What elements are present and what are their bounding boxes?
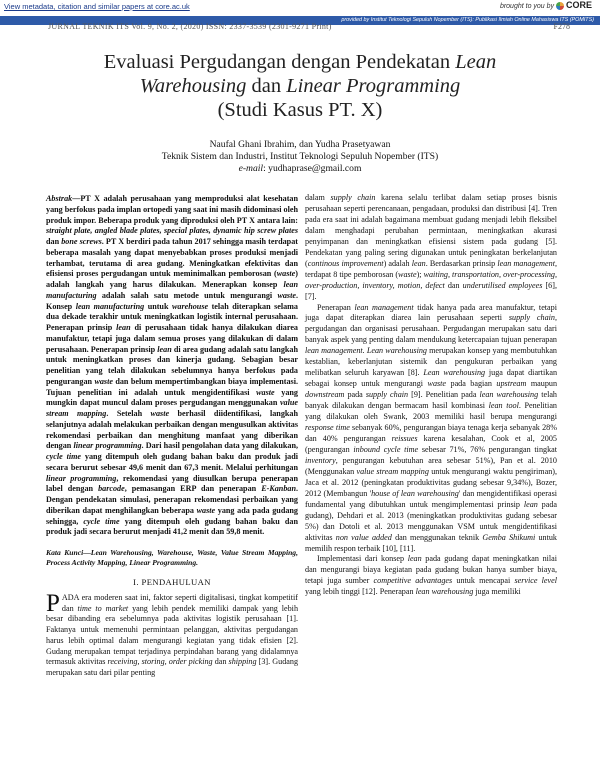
author-email: e-mail: yudhaprase@gmail.com xyxy=(238,163,362,174)
keywords: Kata Kunci—Lean Warehousing, Warehouse, Waste, Value Stream Mapping, Process Activity Mapping, Linear Programming. xyxy=(46,548,298,567)
journal-header: JURNAL TEKNIK ITS Vol. 9, No. 2, (2020) ISSN: 2337-3539 (2301-9271 Print) xyxy=(48,22,332,31)
abstract: Abstrak—PT X adalah perusahaan yang memproduksi alat kesehatan yang berfokus pada implan ortopedi yang saat ini masih didominasi oleh produk impor. Beberapa produk yang diproduksi oleh PT X antara lain: straight plate, angled blade plates, special plates, dynamic hip screw plates dan bone screws. PT X berdiri pada tahun 2017 sehingga masih terdapat beberapa masalah yang dapat menyebabkan proses produksi menjadi terhambat, terutama di area gudang. Meningkatkan efektivitas dan efisiensi proses pergudangan untuk meminimalkan pemborosan (waste) adalah langkah yang harus dilakukan. Menerapkan konsep lean manufacturing adalah salah satu metode untuk mengurangi waste. Konsep lean manufacturing untuk warehouse telah diterapkan selama dua dekade terakhir untuk meningkatkan logistik internal perusahaan. Penerapan prinsip lean di perusahaan tidak hanya dilakukan diarea manufaktur, tetapi juga dalam semua proses yang dilakukan di dalam perusahaan. Penerapan prinsip lean di area gudang adalah satu langkah untuk meningkatkan proses dan kinerja gudang. Sebagian besar penelitian yang telah dilakukan sebelumnya hanya berfokus pada pengurangan waste dan belum mempertimbangkan biaya implementasi. Tujuan penelitian ini adalah untuk mengidentifikasi waste yang mungkin dapat muncul dalam proses pergudangan menggunakan value stream mapping. Setelah waste berhasil diidentifikasi, langkah selanjutnya adalah melakukan perbaikan dengan mengusulkan aktivitas rekomendasi perbaikan dan menghitung manfaat yang diberikan dengan linear programming. Dari hasil pengolahan data yang dilakukan, cycle time yang ditempuh oleh gudang bahan baku dan produk jadi secara berurut sebesar 49,6 menit dan 67,3 menit. Melalui perhitungan linear programming, rekomendasi yang diusulkan berupa penerapan label dengan barcode, pemasangan ERP dan penerapan E-Kanban. Dengan pendekatan simulasi, penerapan rekomendasi perbaikan yang diberikan dapat menghilangkan beberapa waste yang ada pada gudang sehingga, cycle time yang ditempuh oleh gudang bahan baku dan produk jadi secara berurut menjadi 41,2 menit dan 59,8 menit. xyxy=(46,194,299,537)
core-logo-text: CORE xyxy=(565,0,592,10)
core-brand[interactable] xyxy=(500,0,592,10)
core-banner xyxy=(0,0,600,16)
brought-by-label: brought to you by xyxy=(499,3,555,10)
body-paragraph-2: Penerapan lean management tidak hanya pada area manufaktur, tetapi juga dapat diterapkan diarea lain perusahaan seperti supply chain, pergudangan dan organisasi perusahaan. Pergudangan merupakan satu dari banyak aspek yang penting dalam mendukung ketercapaian tujuan penerapan lean management. Lean warehousing merupakan konsep yang membutuhkan kestablian, keberlanjutan sistemik dan pengukuran perbaikan yang melibatkan seluruh karyawan [8]. Lean warehousing juga dapat diartikan sebagai konsep untuk mengurangi waste pada bagian upstream maupun downstream pada supply chain [9]. Penelitian pada lean warehousing telah banyak dilakukan dengan bermacam hasil kombinasi lean tool. Penelitian yang dilakukan oleh Swank, 2003 memiliki hasil berupa mengurangi response time sebanyak 60%, pengurangan biaya tenaga kerja sebanyak 28% dan 40% pengurangan reissues karena kesalahan, Cook et al, 2005 (pengurangan inbound cycle time sebesar 71%, 76% pengurangan tingkat inventory, pengurangan kebutuhan area sebesar 51%), Pan et al. 2010 (Menggunakan value stream mapping untuk mengurangi waktu pengiriman), Jaca et al. 2012 (peningkatan produktivitas gudang sebesar 9,34%), Bozer, 2012 (Membangun 'house of lean warehousing' dan mengidentifikasi operasi fundamental yang dibutuhkan untuk mengimplementasi prinsip lean pada gudang), Dehdari et al. 2013 (meningkatkan produktivitas gudang sebesar 5%) dan Dotoli et al. 2013 menggunakan VSM untuk mengidentifikasi aktivitas non value added dan menggunakan teknik Gemba Shikumi untuk memilih respon terbaik [10], [11]. xyxy=(305,302,558,553)
drop-cap: P xyxy=(46,589,60,617)
left-column xyxy=(46,194,298,679)
right-column xyxy=(305,193,557,598)
provider-text[interactable]: provided by Institut Teknologi Sepuluh Nopember (ITS): Publikasi Ilmiah Online Mahasiswa ITS (POMITS) xyxy=(341,17,594,23)
body-paragraph-1: dalam supply chain karena selalu terlibat dalam setiap proses bisnis perusahaan seperti perencanaan, pengadaan, produksi dan distribusi [4]. Tren pada era saat ini adalah bagaimana membuat gudang menjadi lebih fleksibel dalam menghadapi perubahan permintaan, meningkatkan akurasi penyimpanan dan meningkatkan efisiensi sistem pada gudang [5]. Pendekatan yang paling sering digunakan untuk peningkatan berkelanjutan (continous improvement) adalah lean. Berdasarkan prinsip lean management, terdapat 8 tipe pemborosan (waste); waiting, transportation, over-processing, over-production, inventory, motion, defect dan underutilised employees [6], [7]. xyxy=(305,193,558,301)
author-names: Naufal Ghani Ibrahim, dan Yudha Prasetyawan xyxy=(209,139,391,150)
core-metadata-link[interactable]: View metadata, citation and similar papers at core.ac.uk xyxy=(4,2,190,11)
author-block xyxy=(40,139,560,175)
author-affiliation: Teknik Sistem dan Industri, Institut Teknologi Sepuluh Nopember (ITS) xyxy=(161,151,439,162)
section-heading: I. PENDAHULUAN xyxy=(133,577,211,588)
intro-paragraph: PADA era moderen saat ini, faktor seperti digitalisasi, tingkat kompetitif dan time to market yang lebih pendek memiliki dampak yang lebih besar dibanding era sebelumnya pada aktivitas logistik perusahaan [1]. Faktanya untuk memenuhi permintaan pelanggan, aktivitas pergudangan harus lebih optimal dalam mengurangi kegiatan yang tidak efisien [2]. Gudang merupakan tempat terjadinya perpindahan barang yang didalamnya termasuk aktivitas receiving, storing, order picking dan shipping [3]. Gudang merupakan satu dari pilar penting xyxy=(46,589,299,678)
page-number: F278 xyxy=(553,22,570,31)
paper-title: Evaluasi Pergudangan dengan Pendekatan Lean Warehousing dan Linear Programming (Studi Kasus PT. X) xyxy=(103,51,497,121)
body-paragraph-3: Implementasi dari konsep lean pada gudang dapat meningkatkan nilai dan mengurangi biaya kegiatan pada gudang bukan hanya sumber biaya, tetapi juga sumber competitive advantages untuk mencapai service level yang lebih tinggi [12]. Penerapan lean warehousing juga memiliki xyxy=(305,554,558,597)
core-logo-icon xyxy=(556,2,564,10)
